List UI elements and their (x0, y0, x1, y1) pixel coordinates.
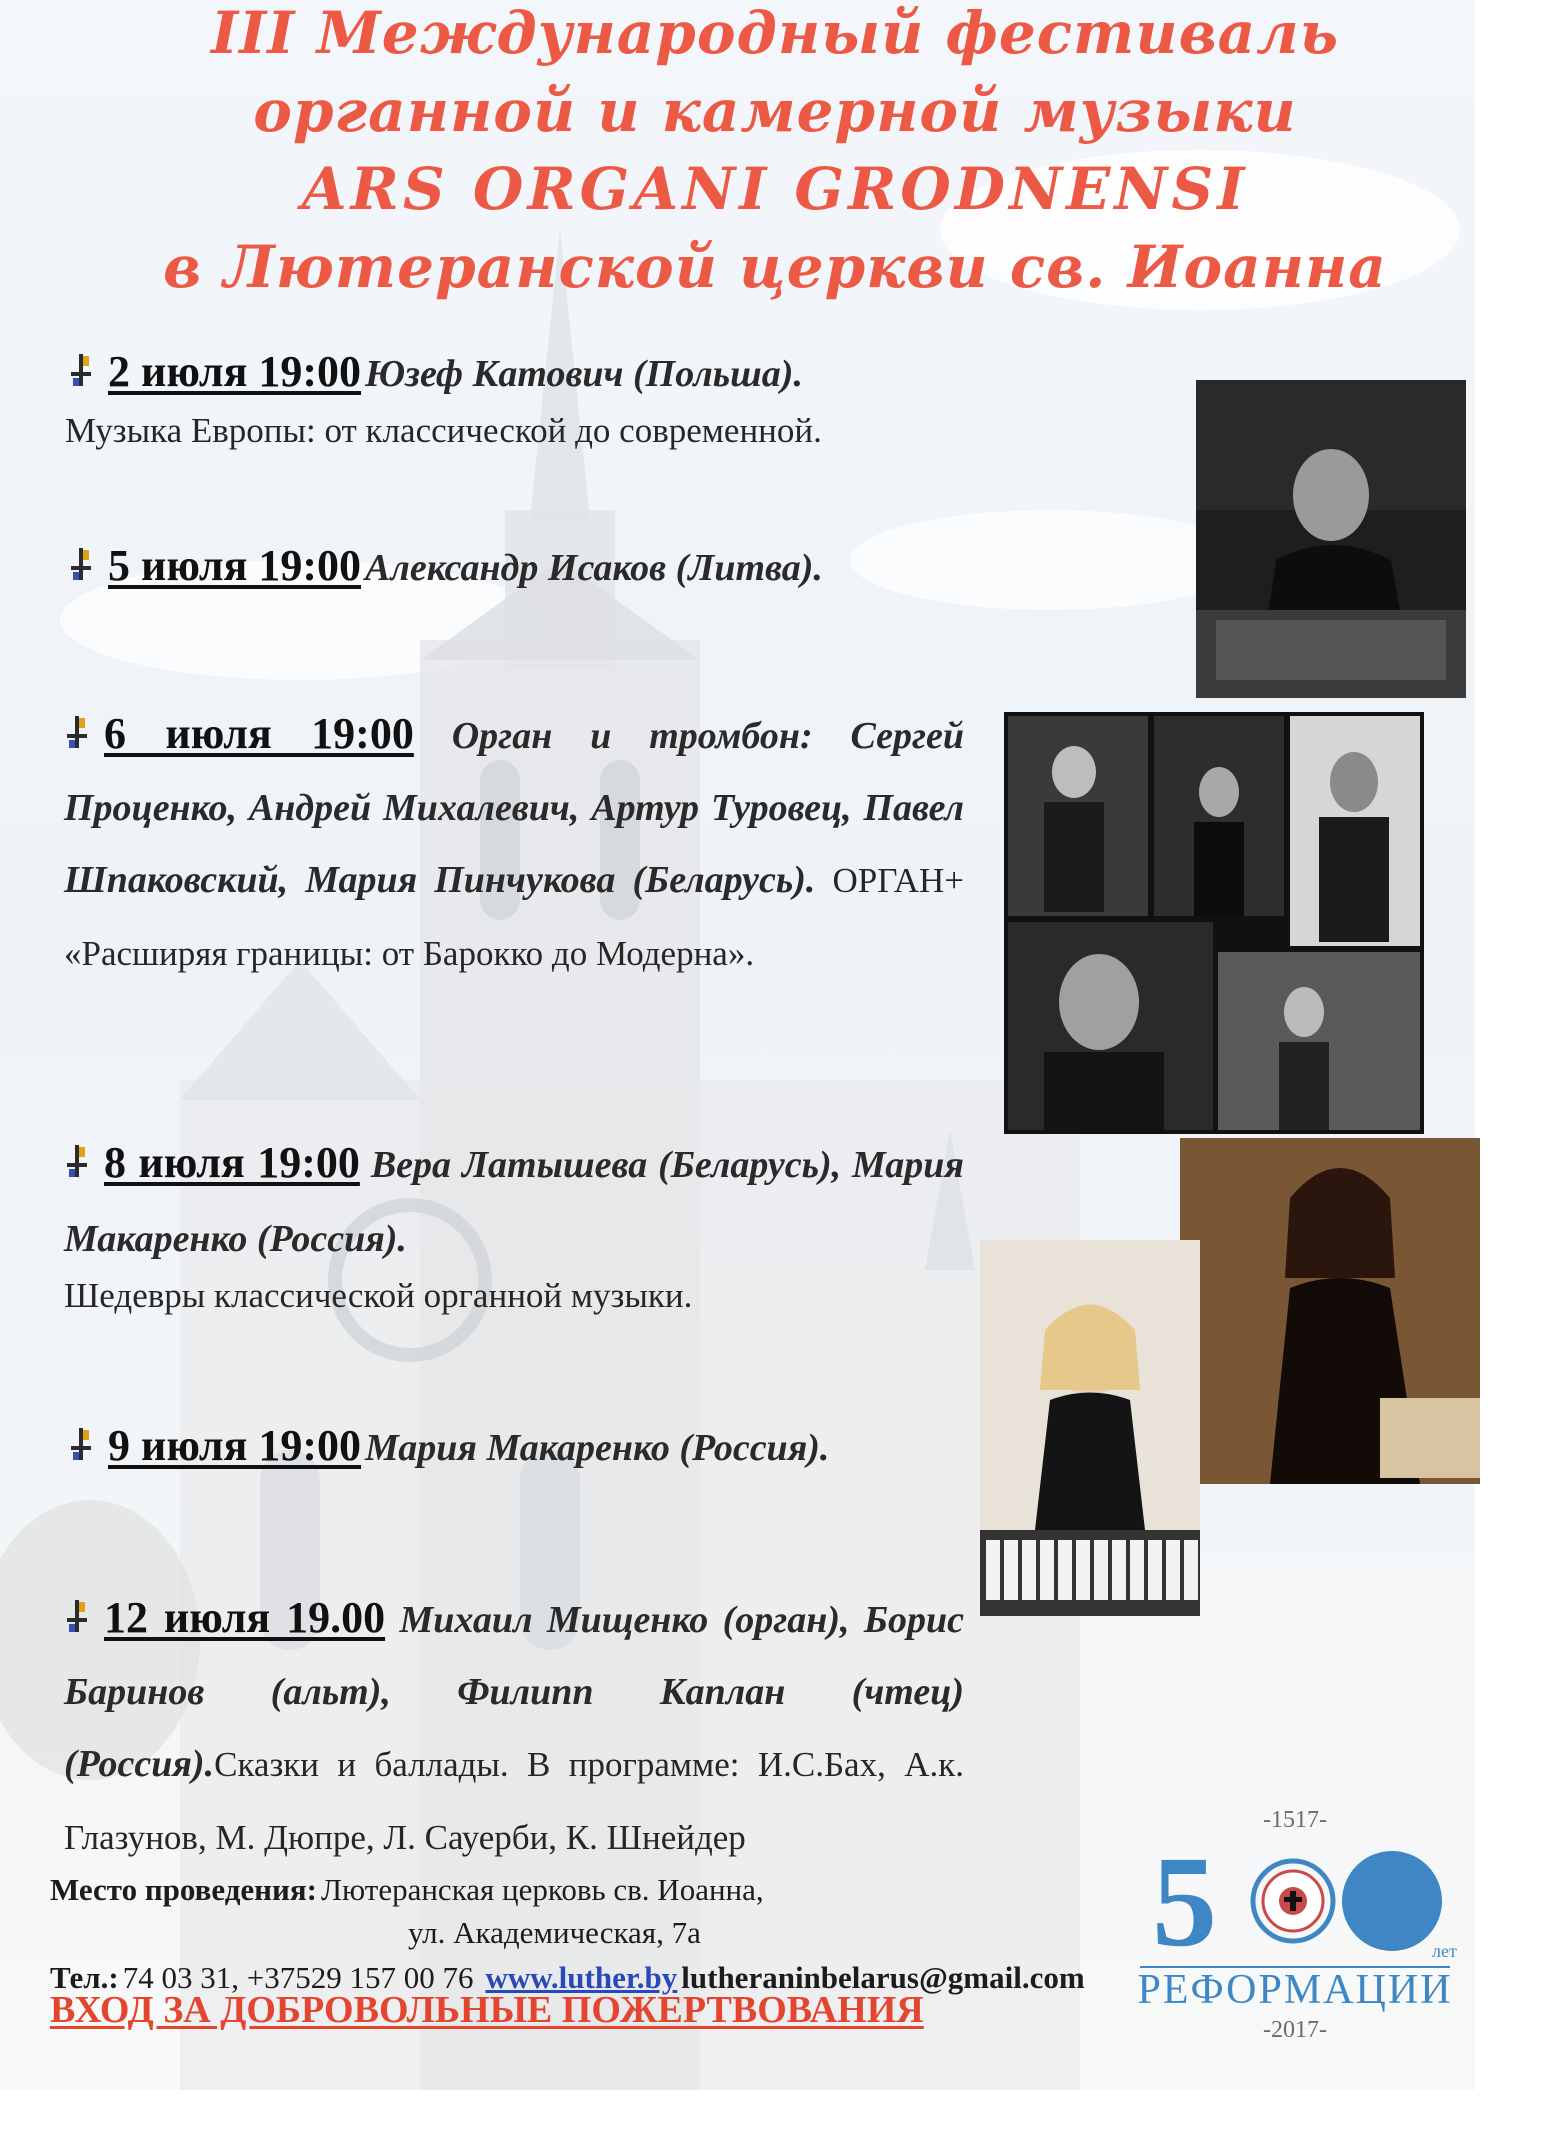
photo-organ-trombone-collage (1004, 712, 1424, 1134)
event-july-2 (65, 346, 822, 451)
event-july-6 (64, 698, 964, 990)
event-date: 5 июля 19:00 (108, 541, 362, 590)
reformation-500-logo (1130, 1805, 1460, 2045)
title-line-1: III Международный фестиваль (211, 0, 1339, 67)
venue-street: ул. Академическая, 7а (408, 1915, 701, 1950)
venue-label: Место проведения: (50, 1872, 317, 1907)
event-performer: Юзеф Катович (Польша). (365, 353, 803, 395)
event-july-8 (64, 1126, 964, 1316)
event-performer: Мария Макаренко (Россия). (365, 1427, 830, 1469)
event-july-12 (64, 1582, 964, 1874)
event-date: 12 июля 19.00 (104, 1593, 386, 1642)
cross-bullet-icon (68, 546, 94, 582)
cross-bullet-icon (64, 1130, 90, 1166)
event-performer: Орган и тромбон: Сергей Проценко, Андрей Михалевич, Артур Туровец, Павел Шпаковский, Мария Пинчукова (Беларусь). (64, 715, 964, 901)
logo-year-end: -2017- (1263, 2017, 1327, 2043)
festival-title (0, 0, 1550, 306)
event-date: 2 июля 19:00 (108, 347, 362, 396)
event-date: 9 июля 19:00 (108, 1421, 362, 1470)
event-performer: Вера Латышева (Беларусь), Мария Макаренко (Россия). (64, 1144, 964, 1260)
event-description: Шедевры классической органной музыки. (64, 1276, 693, 1315)
venue-info (50, 1872, 764, 1908)
phone-label: Тел.: (50, 1960, 119, 1995)
event-performer: Александр Исаков (Литва). (365, 547, 823, 589)
photo-organist-girl (980, 1240, 1200, 1616)
website-link[interactable]: www.luther.by (485, 1960, 678, 1995)
email-address[interactable]: lutheraninbelarus@gmail.com (681, 1960, 1085, 1995)
title-line-2: органной и камерной музыки (253, 77, 1297, 145)
event-description: ОРГАН+ «Расширяя границы: от Барокко до Модерна». (64, 861, 964, 973)
photo-organist-portrait (1196, 380, 1466, 698)
phone-numbers: 74 03 31, +37529 157 00 76 (122, 1960, 474, 1995)
donation-notice: ВХОД ЗА ДОБРОВОЛЬНЫЕ ПОЖЕРТВОВАНИЯ (50, 1989, 924, 2031)
event-date: 6 июля 19:00 (104, 709, 414, 758)
logo-year-start: -1517- (1263, 1807, 1327, 1833)
event-performer: Михаил Мищенко (орган), Борис Баринов (альт), Филипп Каплан (чтец) (Россия). (64, 1599, 965, 1785)
venue-name: Лютеранская церковь св. Иоанна, (321, 1872, 764, 1907)
logo-digit-five: 5 (1152, 1830, 1217, 1974)
event-july-9 (68, 1420, 829, 1471)
event-description: Музыка Европы: от классической до современной. (65, 411, 822, 450)
title-line-3: ARS ORGANI GRODNENSI (301, 155, 1249, 223)
event-date: 8 июля 19:00 (104, 1138, 360, 1187)
title-line-4: в Лютеранской церкви св. Иоанна (163, 233, 1387, 301)
photo-organist-woman (1180, 1138, 1480, 1484)
logo-word: РЕФОРМАЦИИ (1137, 1967, 1453, 2013)
logo-suffix: лет (1432, 1941, 1457, 1961)
venue-address (408, 1915, 701, 1951)
cross-bullet-icon (68, 352, 94, 388)
cross-bullet-icon (64, 1586, 90, 1622)
event-july-5 (68, 540, 823, 591)
cross-bullet-icon (64, 702, 90, 738)
event-description: Сказки и баллады. В программе: И.С.Бах, А.к. Глазунов, М. Дюпре, Л. Сауерби, К. Шнейдер (64, 1745, 964, 1857)
cross-bullet-icon (68, 1426, 94, 1462)
